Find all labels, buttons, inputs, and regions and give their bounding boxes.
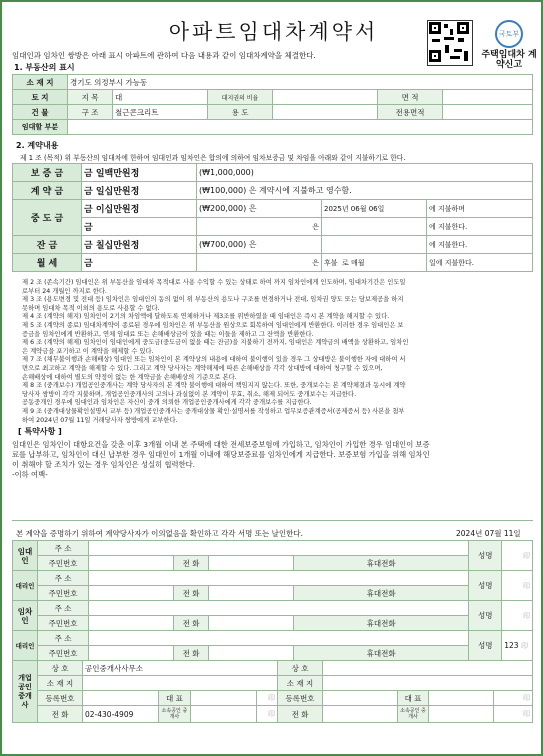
middle-payment2-eun: 은	[197, 218, 322, 236]
rent-day: 로 매월	[341, 258, 365, 267]
sign-date: 2024년 07월 11일	[456, 529, 521, 538]
broker2-phone-label: 전 화	[278, 706, 323, 723]
use-label: 용 도	[208, 105, 273, 120]
broker2-reg-label: 등록번호	[278, 691, 323, 706]
article-line: 증금을 임차인에게 반환하고, 연체 임대료 또는 손해배상금이 있을 때는 이들을 제하고 그 잔액을 반환한다.	[22, 330, 314, 338]
broker2-seal[interactable]: 印	[494, 691, 533, 706]
lessee-name-label: 성명	[469, 601, 502, 631]
lessor-agent-id-label: 주민번호	[38, 586, 89, 601]
use-value	[273, 105, 378, 120]
article-line: 제 6 조 (계약의 해제) 임차인이 임대인에게 중도금(중도금이 없을 때는 잔금)을 지불하기 전까지, 임대인은 계약금의 배액을 상환하고, 임차인	[22, 339, 409, 347]
lessor-agent-name-label: 성명	[469, 571, 502, 601]
exclusive-area-value	[443, 105, 533, 120]
lessee-agent-name-label: 성명	[469, 631, 502, 661]
article-line: 제 2 조 (존속기간) 임대인은 위 부동산을 임대차 목적대로 사용 수익할 수 있는 상태로 하여 까지 임차인에게 인도하며, 임대차기간은 인도일	[22, 279, 406, 286]
area-value	[443, 90, 533, 105]
article-line: 제 5 조 (계약의 종료) 임대차계약이 종료된 경우에 임차인은 위 부동산을 원상으로 회복하여 임대인에게 반환한다. 이러한 경우 임대인은 보	[22, 321, 404, 329]
broker-office-value[interactable]	[83, 676, 278, 691]
article-line: 면으로 최고하고 계약을 해제할 수 있다. 그리고 계약 당사자는 계약해제에 따른 손해배상을 각각 상대방에 대하여 청구할 수 있으며,	[22, 364, 383, 372]
lessee-agent-address-value[interactable]	[89, 631, 469, 646]
broker2-office-label: 소 재 지	[278, 676, 323, 691]
parties-table	[12, 540, 533, 661]
article-line: 제 7 조 (채무불이행과 손해배상) 임대인 또는 임차인이 본 계약상의 내용에 대하여 불이행이 있을 경우 그 상대방은 불이행한 자에 대하여 서	[22, 356, 406, 364]
middle-payment-note: 에 지불하며	[427, 200, 533, 218]
lessee-agent-phone-value[interactable]	[209, 646, 294, 661]
lessor-seal[interactable]: 印	[502, 541, 533, 571]
qr-code[interactable]	[427, 20, 473, 66]
article-line: 은 계약금을 포기하고 이 계약을 해제할 수 있다.	[22, 347, 154, 355]
lessor-id-value[interactable]	[89, 556, 174, 571]
lessee-id-label: 주민번호	[38, 616, 89, 631]
article-line: 제 3 조 (용도변경 및 전대 등) 임차인은 임대인의 동의 없이 위 부동산의 용도나 구조를 변경하거나 전대, 임차권 양도 또는 담보제공을 하지	[22, 296, 404, 304]
broker2-agent-value[interactable]	[429, 706, 494, 723]
deposit-korean: 금 일백만원정	[82, 164, 197, 182]
article-line: 제 8 조 (중개보수) 개업공인중개사는 계약 당사자의 본 계약 불이행에 대하여 책임지지 않는다. 또한, 중개보수는 본 계약체결과 동시에 계약	[22, 382, 406, 390]
articles-block	[22, 279, 522, 425]
area-label: 면 적	[378, 90, 443, 105]
broker-agent-seal[interactable]: 印	[256, 706, 277, 723]
contract-fee-number: (₩100,000)	[199, 186, 247, 195]
special-line: 료를 납부하고, 임차인이 대신 납부한 경우 임대인이 1개월 이내에 해당보증료를 임차인에게 지급한다. 보증보험 가입을 위해 임차인	[12, 450, 430, 459]
broker-table	[12, 660, 533, 723]
special-terms-area	[12, 482, 533, 521]
lessor-agent-seal[interactable]: 印	[502, 571, 533, 601]
middle-payment-korean: 금 이십만원정	[82, 200, 197, 218]
payment-table	[12, 163, 533, 272]
lessee-agent-id-label: 주민번호	[38, 646, 89, 661]
balance-note: 에 지불한다.	[427, 236, 533, 254]
contract-title: 아파트임대차계약서	[168, 20, 379, 44]
broker2-agent-seal[interactable]: 印	[494, 706, 533, 723]
broker2-trade-label: 상 호	[278, 661, 323, 676]
lease-part-value	[68, 120, 533, 135]
lessor-phone-value[interactable]	[209, 556, 294, 571]
article-line: 당사자 쌍방이 각각 지불하며, 개업공인중개사의 고의나 과실없이 본 계약이 무효, 취소, 해제 되어도 중개보수는 지급한다.	[22, 390, 357, 398]
lessee-mobile-label: 휴대전화	[294, 616, 469, 631]
contract-fee-label: 계 약 금	[13, 182, 82, 200]
sign-statement: 본 계약을 증명하기 위하여 계약당사자가 이의없음을 확인하고 각각 서명 또는 날인한다.	[16, 529, 304, 538]
broker2-rep-label: 대 표	[398, 691, 429, 706]
lessor-id-label: 주민번호	[38, 556, 89, 571]
building-label: 건 물	[13, 105, 68, 120]
broker-phone-value: 02-430-4909	[83, 706, 159, 723]
contract-fee-note: 은 계약시에 지불하고 영수함.	[248, 186, 352, 195]
lessee-agent-seal[interactable]: 印	[521, 642, 528, 650]
contract-fee-korean: 금 일십만원정	[82, 182, 197, 200]
broker-rep-value[interactable]	[190, 691, 256, 706]
lessor-name-label: 성명	[469, 541, 502, 571]
lessor-agent-mobile-label: 휴대전화	[294, 586, 469, 601]
jimok-value: 대	[113, 90, 208, 105]
structure-label: 구 조	[68, 105, 113, 120]
middle-payment-date: 2025년 06월 06일	[322, 200, 427, 218]
balance-eun: 은	[248, 240, 257, 249]
broker-reg-label: 등록번호	[38, 691, 83, 706]
location-label: 소 재 지	[13, 75, 68, 90]
property-table	[12, 74, 533, 135]
lessee-agent-address-label: 주 소	[38, 631, 89, 646]
rent-note: 일에 지불한다.	[427, 254, 533, 272]
lessee-label: 임차인	[13, 601, 38, 631]
broker-label: 개업공인중개사	[13, 661, 38, 723]
special-line: 이 취해야 할 조치가 있는 경우 임차인은 성실히 협력한다.	[12, 460, 195, 469]
balance-label: 잔 금	[13, 236, 82, 254]
rent-eun: 은	[197, 254, 322, 272]
broker-rep-label: 대 표	[159, 691, 190, 706]
exclusive-area-label: 전용면적	[378, 105, 443, 120]
broker2-reg-value[interactable]	[323, 691, 398, 706]
lessee-id-value[interactable]	[89, 616, 174, 631]
middle-payment2-korean: 금	[82, 218, 197, 236]
lessor-agent-phone-label: 전 화	[174, 586, 209, 601]
middle-payment2-note: 에 지불한다.	[427, 218, 533, 236]
jimok-label: 지 목	[68, 90, 113, 105]
land-right-label: 대지권의 비율	[208, 90, 273, 105]
article-line: 로부터 24 개월인 까지로 한다.	[22, 287, 107, 295]
balance-korean: 금 칠십만원정	[82, 236, 197, 254]
location-value: 경기도 의정부시 가능동	[68, 75, 533, 90]
balance-number: (₩700,000)	[199, 240, 247, 249]
broker2-trade-value[interactable]	[323, 661, 533, 676]
lessee-agent-name-value[interactable]: 123	[504, 641, 519, 650]
lessor-agent-address-value[interactable]	[89, 571, 469, 586]
article-line: 하여 2024년 07월 11일 거래당사자 쌍방에게 교부한다.	[22, 416, 178, 424]
lessee-agent-id-value[interactable]	[89, 646, 174, 661]
lessor-agent-address-label: 주 소	[38, 571, 89, 586]
special-terms-heading: [ 특약사항 ]	[18, 427, 62, 436]
ministry-seal-icon: 국토부	[495, 20, 523, 48]
lessor-address-label: 주 소	[38, 541, 89, 556]
rent-after: 후불	[324, 258, 338, 267]
lessor-mobile-label: 휴대전화	[294, 556, 469, 571]
broker-trade-value: 공인중개사사무소	[83, 661, 278, 676]
lessee-agent-mobile-label: 휴대전화	[294, 646, 469, 661]
intro-text: 임대인과 임차인 쌍방은 아래 표시 아파트에 관하여 다음 내용과 같이 임대차계약을 체결한다.	[12, 51, 316, 60]
broker-reg-value[interactable]	[83, 691, 159, 706]
broker-trade-label: 상 호	[38, 661, 83, 676]
middle-payment-label: 중 도 금	[13, 200, 82, 236]
special-terms-text	[12, 440, 533, 478]
lessor-phone-label: 전 화	[174, 556, 209, 571]
deposit-label: 보 증 금	[13, 164, 82, 182]
section2-heading: 2. 계약내용	[16, 141, 59, 150]
lessee-address-value[interactable]	[89, 601, 469, 616]
lease-part-label: 임대할 부분	[13, 120, 68, 135]
land-label: 토 지	[13, 90, 68, 105]
lessee-agent-phone-label: 전 화	[174, 646, 209, 661]
lessee-phone-label: 전 화	[174, 616, 209, 631]
lessor-agent-id-value[interactable]	[89, 586, 174, 601]
broker-seal[interactable]: 印	[256, 691, 277, 706]
broker2-office-value[interactable]	[323, 676, 533, 691]
article-line: 공동중개인 경우에 임대인과 임차인은 자신이 중개 의뢰한 개업공인중개사에게 각각 중개보수를 지급한다.	[22, 399, 312, 407]
broker2-rep-value[interactable]	[429, 691, 494, 706]
rent-label: 월 세	[13, 254, 82, 272]
lessee-seal[interactable]: 印	[502, 601, 533, 631]
broker-phone-label: 전 화	[38, 706, 83, 723]
broker2-agent-label: 소속공인 중개사	[398, 706, 429, 723]
broker2-phone-value[interactable]	[323, 706, 398, 723]
structure-value: 철근콘크리트	[113, 105, 208, 120]
lessor-label: 임대인	[13, 541, 38, 571]
deposit-number: (₩1,000,000)	[197, 164, 533, 182]
lessee-address-label: 주 소	[38, 601, 89, 616]
lease-report-logo	[478, 20, 540, 80]
lessee-agent-label: 대리인	[13, 631, 38, 661]
special-line: -이하 여백-	[12, 470, 48, 479]
article-1: 제 1 조 (목적) 위 부동산의 임대차에 한하여 임대인과 임차인은 합의에 의하여 임차보증금 및 차임을 아래와 같이 지불하기로 한다.	[20, 154, 406, 162]
article-line: 못하며 임대차 목적 이외의 용도로 사용할 수 없다.	[22, 304, 160, 312]
lessor-address-value[interactable]	[89, 541, 469, 556]
lessee-phone-value[interactable]	[209, 616, 294, 631]
broker-agent-value[interactable]	[190, 706, 256, 723]
broker-office-label: 소 재 지	[38, 676, 83, 691]
qr-caption: 주택임대차 계약신고	[481, 50, 537, 70]
section1-heading: 1. 부동산의 표시	[14, 63, 75, 72]
lessor-agent-phone-value[interactable]	[209, 586, 294, 601]
land-right-value	[273, 90, 378, 105]
lessor-agent-label: 대리인	[13, 571, 38, 601]
article-line: 손해배상에 대하여 별도의 약정이 없는 한 계약금을 손해배상의 기준으로 본다.	[22, 373, 237, 381]
middle-payment-number: (₩200,000)	[199, 204, 247, 213]
broker-agent-label: 소속공인 중개사	[159, 706, 190, 723]
special-line: 임대인은 임차인이 대항요건을 갖춘 이후 3개월 이내 본 주택에 대한 전세보증보험에 가입하고, 임차인이 가입한 경우 임대인이 보증	[12, 440, 430, 449]
article-line: 제 4 조 (계약의 해지) 임차인이 2기의 차임액에 달하도록 연체하거나 제3조를 위반하였을 때 임대인은 즉시 본 계약을 해지할 수 있다.	[22, 313, 390, 321]
middle-payment-eun: 은	[248, 204, 257, 213]
article-line: 제 9 조 (중개대상물확인설명서 교부 등) 개업공인중개사는 중개대상물 확인·설명서를 작성하고 업무보증관계증서(공제증서 등) 사본을 첨부	[22, 407, 405, 415]
rent-korean: 금	[82, 254, 197, 272]
